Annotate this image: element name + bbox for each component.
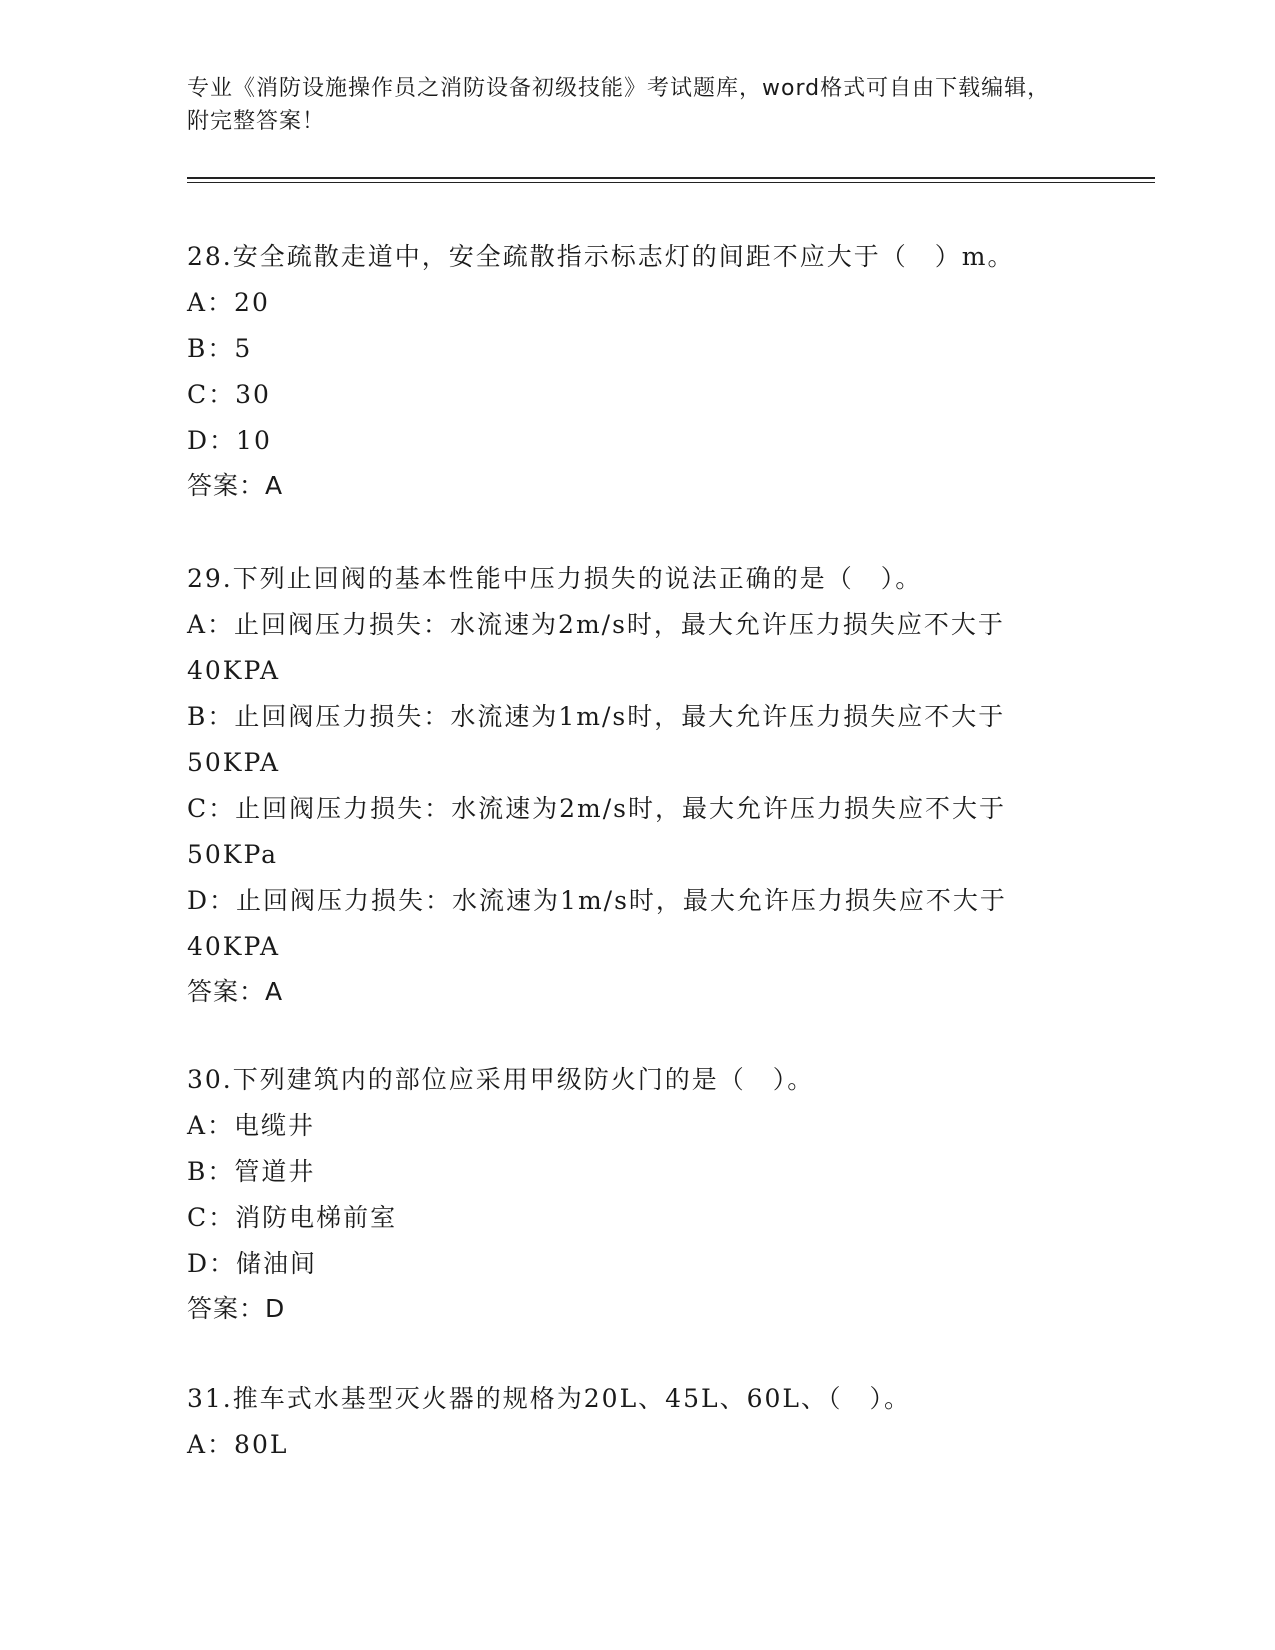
option-a: A：止回阀压力损失：水流速为2m/s时，最大允许压力损失应不大于 bbox=[187, 610, 1005, 639]
option-a: A：80L bbox=[187, 1430, 289, 1459]
option-c: C：消防电梯前室 bbox=[187, 1203, 398, 1232]
document-intro: 专业《消防设施操作员之消防设备初级技能》考试题库，word格式可自由下载编辑，附完整答案！ bbox=[187, 76, 1051, 134]
question-29 bbox=[187, 556, 1067, 1014]
option-d: D：10 bbox=[187, 426, 272, 455]
option-d: D：储油间 bbox=[187, 1249, 318, 1278]
header-divider-thick bbox=[187, 177, 1155, 179]
answer-line: 答案：A bbox=[187, 471, 284, 500]
question-stem: 31.推车式水基型灭火器的规格为20L、45L、60L、（ ）。 bbox=[187, 1384, 911, 1413]
question-stem: 29.下列止回阀的基本性能中压力损失的说法正确的是（ ）。 bbox=[187, 564, 923, 593]
question-stem: 28.安全疏散走道中，安全疏散指示标志灯的间距不应大于（ ）m。 bbox=[187, 242, 1015, 271]
option-a: A：20 bbox=[187, 288, 270, 317]
option-a-continued: 40KPA bbox=[187, 656, 281, 685]
option-b: B：5 bbox=[187, 334, 253, 363]
option-d: D：止回阀压力损失：水流速为1m/s时，最大允许压力损失应不大于 bbox=[187, 886, 1007, 915]
answer-line: 答案：A bbox=[187, 977, 284, 1006]
option-c: C：30 bbox=[187, 380, 271, 409]
option-c-continued: 50KPa bbox=[187, 840, 279, 869]
option-a: A：电缆井 bbox=[187, 1111, 316, 1140]
question-30 bbox=[187, 1057, 1067, 1331]
option-b-continued: 50KPA bbox=[187, 748, 281, 777]
question-28 bbox=[187, 234, 1067, 508]
answer-line: 答案：D bbox=[187, 1294, 286, 1323]
question-stem: 30.下列建筑内的部位应采用甲级防火门的是（ ）。 bbox=[187, 1065, 815, 1094]
option-d-continued: 40KPA bbox=[187, 932, 281, 961]
option-b: B：止回阀压力损失：水流速为1m/s时，最大允许压力损失应不大于 bbox=[187, 702, 1006, 731]
header-divider-thin bbox=[187, 182, 1155, 183]
option-b: B：管道井 bbox=[187, 1157, 316, 1186]
option-c: C：止回阀压力损失：水流速为2m/s时，最大允许压力损失应不大于 bbox=[187, 794, 1006, 823]
question-31 bbox=[187, 1376, 1067, 1468]
